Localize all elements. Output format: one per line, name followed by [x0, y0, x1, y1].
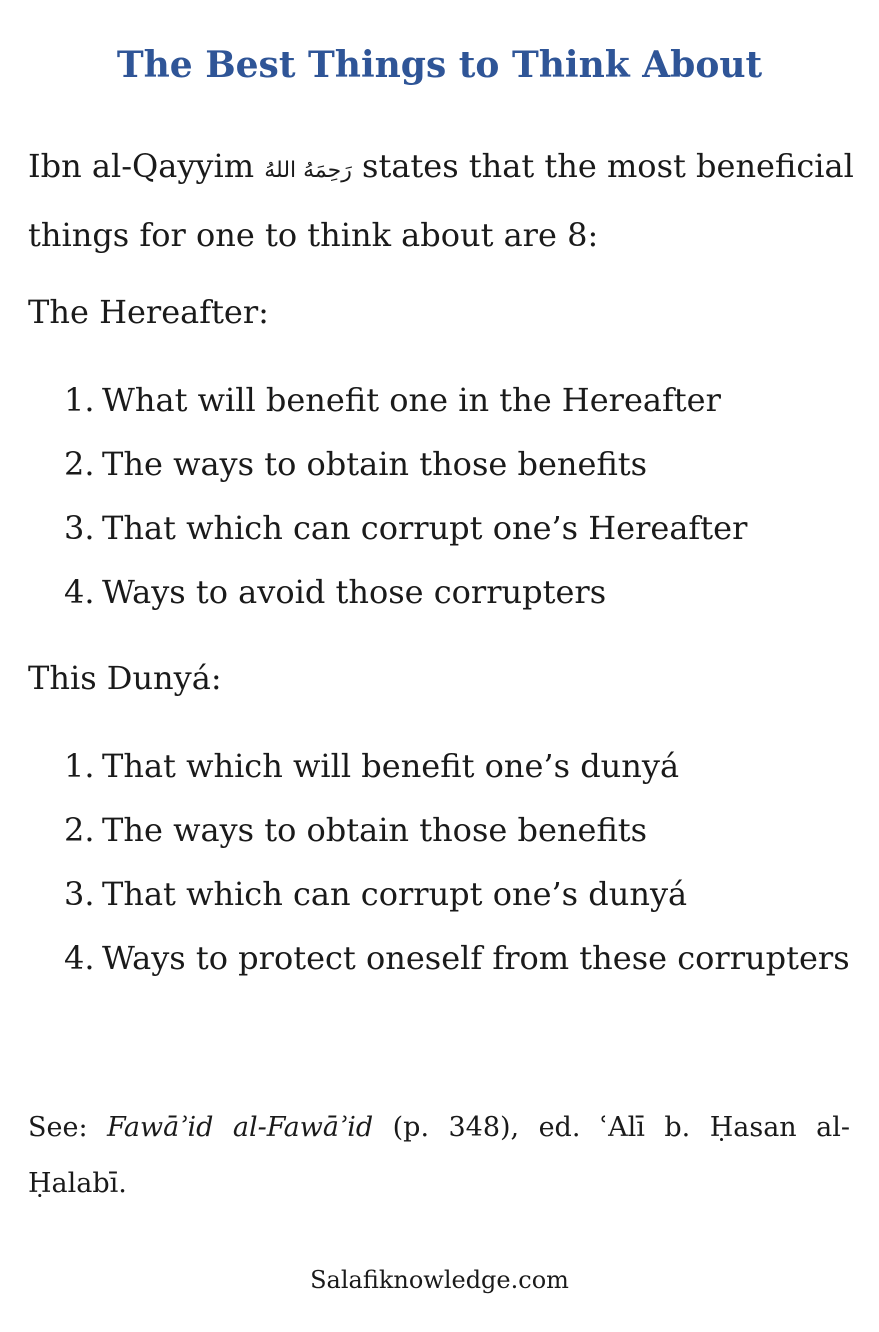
list-item-text: That which can corrupt one’s Hereafter [102, 509, 748, 547]
list-item [28, 746, 854, 810]
list-item [28, 572, 854, 636]
list-item [28, 444, 854, 508]
list-item-text: The ways to obtain those benefits [102, 445, 648, 483]
list-number: 3. [64, 509, 95, 547]
list-item-text: Ways to protect oneself from these corrupters [102, 939, 850, 977]
intro-text-before: Ibn al-Qayyim [28, 147, 265, 185]
intro-text-after: states that the most beneficial things for one to think about are 8: [28, 147, 854, 254]
hereafter-list [28, 380, 854, 636]
source-citation [28, 1100, 850, 1212]
section-heading-hereafter: The Hereafter: [28, 293, 269, 331]
list-item [28, 874, 854, 938]
list-number: 1. [64, 747, 95, 785]
source-book-title: Fawāʾid al-Fawāʾid [107, 1112, 374, 1143]
list-number: 3. [64, 875, 95, 913]
arabic-honorific: رَحِمَهُ اللهُ [264, 158, 352, 183]
footer-website: Salafiknowledge.com [310, 1266, 569, 1294]
dunya-list [28, 746, 854, 1002]
list-number: 1. [64, 381, 95, 419]
list-item [28, 508, 854, 572]
list-item-text: Ways to avoid those corrupters [102, 573, 607, 611]
list-number: 4. [64, 939, 95, 977]
source-prefix: See: [28, 1112, 108, 1143]
section-heading-dunya: This Dunyá: [28, 659, 222, 697]
list-item-text: That which can corrupt one’s dunyá [102, 875, 688, 913]
intro-paragraph [28, 134, 854, 267]
list-number: 2. [64, 445, 95, 483]
list-item-text: What will benefit one in the Hereafter [102, 381, 721, 419]
list-item-text: The ways to obtain those benefits [102, 811, 648, 849]
list-number: 4. [64, 573, 95, 611]
list-item [28, 380, 854, 444]
list-item [28, 810, 854, 874]
source-suffix: (p. 348), ed. ʿAlī b. Ḥasan al-Ḥalabī. [28, 1112, 851, 1199]
list-number: 2. [64, 811, 95, 849]
list-item [28, 938, 854, 1002]
page-title: The Best Things to Think About [116, 44, 763, 86]
list-item-text: That which will benefit one’s dunyá [102, 747, 680, 785]
